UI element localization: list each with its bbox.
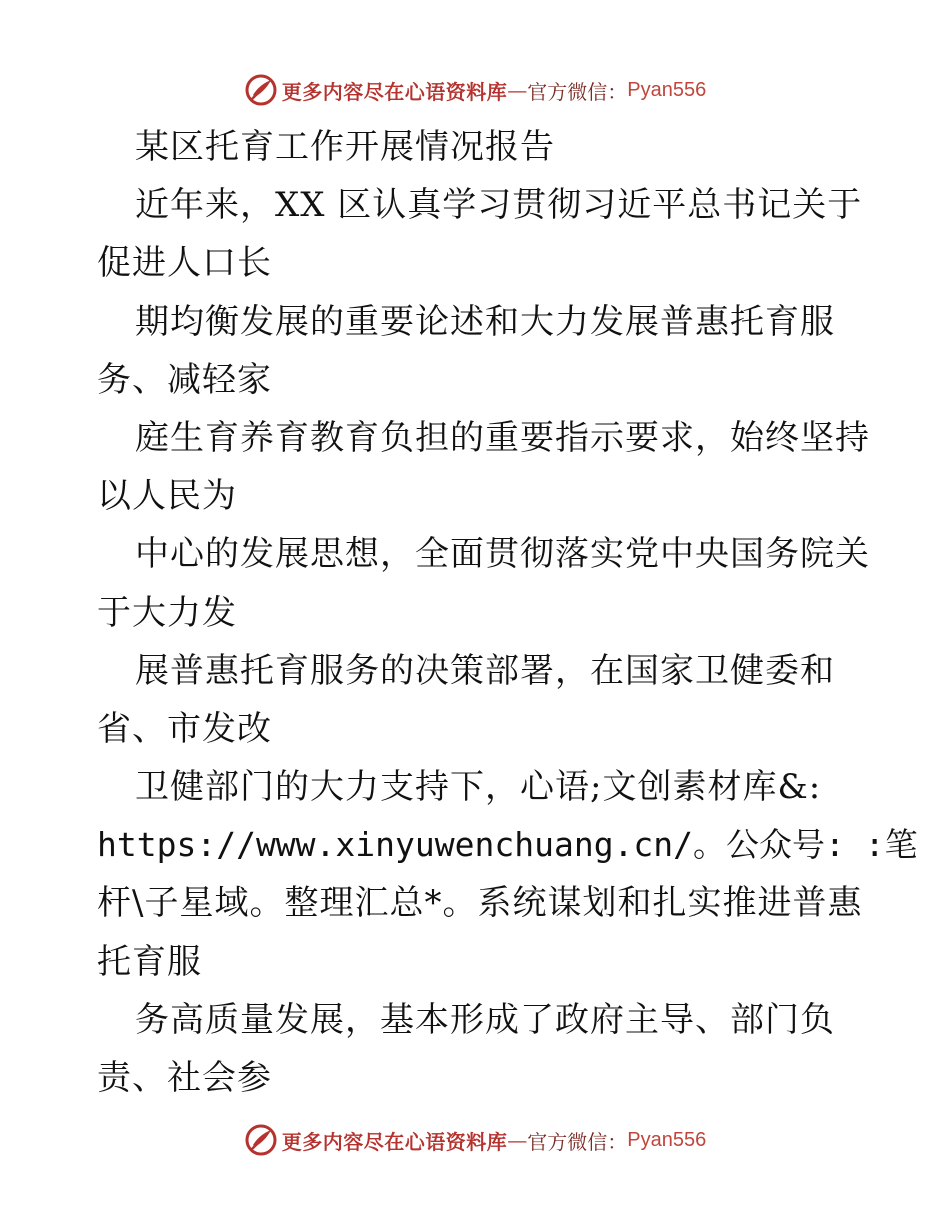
watermark-separator: — xyxy=(507,78,528,102)
watermark-brand: 更多内容尽在心语资料库 xyxy=(281,1129,508,1154)
text-line: 务、减轻家 xyxy=(97,359,272,400)
text-line: 责、社会参 xyxy=(97,1058,272,1098)
watermark-label: 官方微信： xyxy=(527,79,628,104)
text-line: 期均衡发展的重要论述和大力发展普惠托育服 xyxy=(135,301,835,342)
text-line: 以人民为 xyxy=(97,476,237,517)
text-line: 近年来，XX 区认真学习贯彻习近平总书记关于 xyxy=(135,185,863,226)
text-line: 卫健部门的大力支持下，心语;文创素材库&: xyxy=(135,767,822,808)
document-body xyxy=(97,118,918,1107)
watermark-separator: — xyxy=(507,1128,528,1152)
watermark-header xyxy=(0,70,950,110)
watermark-label: 官方微信： xyxy=(527,1129,628,1154)
watermark-brand: 更多内容尽在心语资料库 xyxy=(281,79,508,104)
text-line: 于大力发 xyxy=(97,592,237,633)
quill-logo-icon xyxy=(244,73,278,107)
text-line: 中心的发展思想，全面贯彻落实党中央国务院关 xyxy=(135,534,870,575)
quill-logo-icon xyxy=(244,1123,278,1157)
watermark-footer xyxy=(0,1120,950,1160)
text-line: 务高质量发展，基本形成了政府主导、部门负 xyxy=(135,999,835,1040)
text-line: 展普惠托育服务的决策部署，在国家卫健委和 xyxy=(135,650,835,691)
text-line: 托育服 xyxy=(97,941,202,982)
text-line: 杆\子星域。整理汇总*。系统谋划和扎实推进普惠 xyxy=(97,883,863,924)
text-line: 省、市发改 xyxy=(97,708,272,749)
watermark-wechat-id: Pyan556 xyxy=(627,78,707,101)
text-line: 庭生育养育教育负担的重要指示要求，始终坚持 xyxy=(135,417,870,458)
text-line: 促进人口长 xyxy=(97,243,272,284)
text-line-url: https://www.xinyuwenchuang.cn/。公众号: :笔 xyxy=(97,825,918,865)
document-title: 某区托育工作开展情况报告 xyxy=(135,127,555,167)
watermark-wechat-id: Pyan556 xyxy=(627,1128,707,1151)
